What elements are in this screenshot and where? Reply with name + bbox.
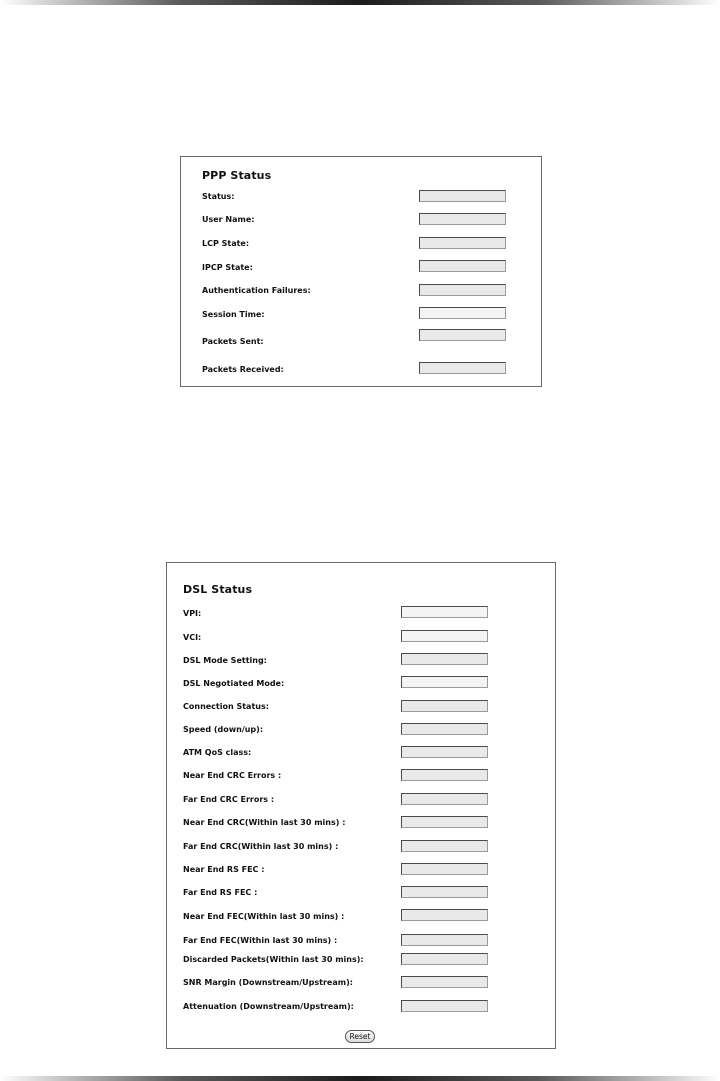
dsl-far-end-crc-field[interactable] [401, 793, 488, 805]
dsl-vpi-label: VPI: [183, 609, 202, 618]
dsl-far-end-fec-30-label: Far End FEC(Within last 30 mins) : [183, 936, 338, 945]
bottom-decorative-bar [0, 1076, 720, 1081]
reset-button[interactable]: Reset [345, 1030, 375, 1043]
dsl-near-end-rs-fec-label: Near End RS FEC : [183, 865, 265, 874]
dsl-negotiated-mode-label: DSL Negotiated Mode: [183, 679, 285, 688]
dsl-mode-setting-field[interactable] [401, 653, 488, 665]
ppp-packets-sent-field[interactable] [419, 329, 506, 341]
dsl-snr-margin-field[interactable] [401, 976, 488, 988]
dsl-status-title: DSL Status [183, 583, 253, 596]
dsl-discarded-packets-field[interactable] [401, 953, 488, 965]
dsl-near-end-crc-30-field[interactable] [401, 816, 488, 828]
dsl-vci-field[interactable] [401, 630, 488, 642]
ppp-packets-received-label: Packets Received: [202, 365, 284, 374]
dsl-far-end-rs-fec-field[interactable] [401, 886, 488, 898]
ppp-status-title: PPP Status [202, 169, 272, 182]
dsl-far-end-fec-30-field[interactable] [401, 934, 488, 946]
dsl-far-end-crc-30-field[interactable] [401, 840, 488, 852]
dsl-atm-qos-label: ATM QoS class: [183, 748, 252, 757]
ppp-status-field[interactable] [419, 190, 506, 202]
dsl-near-end-crc-field[interactable] [401, 769, 488, 781]
dsl-speed-label: Speed (down/up): [183, 725, 264, 734]
dsl-discarded-packets-label: Discarded Packets(Within last 30 mins): [183, 955, 364, 964]
dsl-near-end-crc-label: Near End CRC Errors : [183, 771, 282, 780]
ppp-ipcp-state-field[interactable] [419, 260, 506, 272]
ppp-auth-failures-field[interactable] [419, 284, 506, 296]
ppp-auth-failures-label: Authentication Failures: [202, 286, 311, 295]
dsl-snr-margin-label: SNR Margin (Downstream/Upstream): [183, 978, 353, 987]
ppp-ipcp-state-label: IPCP State: [202, 263, 253, 272]
dsl-near-end-crc-30-label: Near End CRC(Within last 30 mins) : [183, 818, 346, 827]
ppp-user-name-field[interactable] [419, 213, 506, 225]
ppp-session-time-label: Session Time: [202, 310, 265, 319]
dsl-status-panel [166, 562, 556, 1049]
ppp-lcp-state-label: LCP State: [202, 239, 250, 248]
ppp-status-label: Status: [202, 192, 235, 201]
dsl-near-end-fec-30-field[interactable] [401, 909, 488, 921]
dsl-far-end-crc-label: Far End CRC Errors : [183, 795, 275, 804]
ppp-lcp-state-field[interactable] [419, 237, 506, 249]
top-decorative-bar [0, 0, 720, 5]
ppp-packets-sent-label: Packets Sent: [202, 337, 264, 346]
dsl-attenuation-label: Attenuation (Downstream/Upstream): [183, 1002, 354, 1011]
dsl-connection-status-label: Connection Status: [183, 702, 269, 711]
dsl-near-end-fec-30-label: Near End FEC(Within last 30 mins) : [183, 912, 345, 921]
dsl-near-end-rs-fec-field[interactable] [401, 863, 488, 875]
ppp-session-time-field[interactable] [419, 307, 506, 319]
dsl-attenuation-field[interactable] [401, 1000, 488, 1012]
dsl-connection-status-field[interactable] [401, 700, 488, 712]
dsl-far-end-rs-fec-label: Far End RS FEC : [183, 888, 258, 897]
dsl-speed-field[interactable] [401, 723, 488, 735]
dsl-vpi-field[interactable] [401, 606, 488, 618]
dsl-negotiated-mode-field[interactable] [401, 676, 488, 688]
dsl-mode-setting-label: DSL Mode Setting: [183, 656, 267, 665]
dsl-atm-qos-field[interactable] [401, 746, 488, 758]
dsl-vci-label: VCI: [183, 633, 202, 642]
dsl-far-end-crc-30-label: Far End CRC(Within last 30 mins) : [183, 842, 339, 851]
ppp-packets-received-field[interactable] [419, 362, 506, 374]
ppp-status-panel [180, 156, 542, 387]
ppp-user-name-label: User Name: [202, 215, 255, 224]
